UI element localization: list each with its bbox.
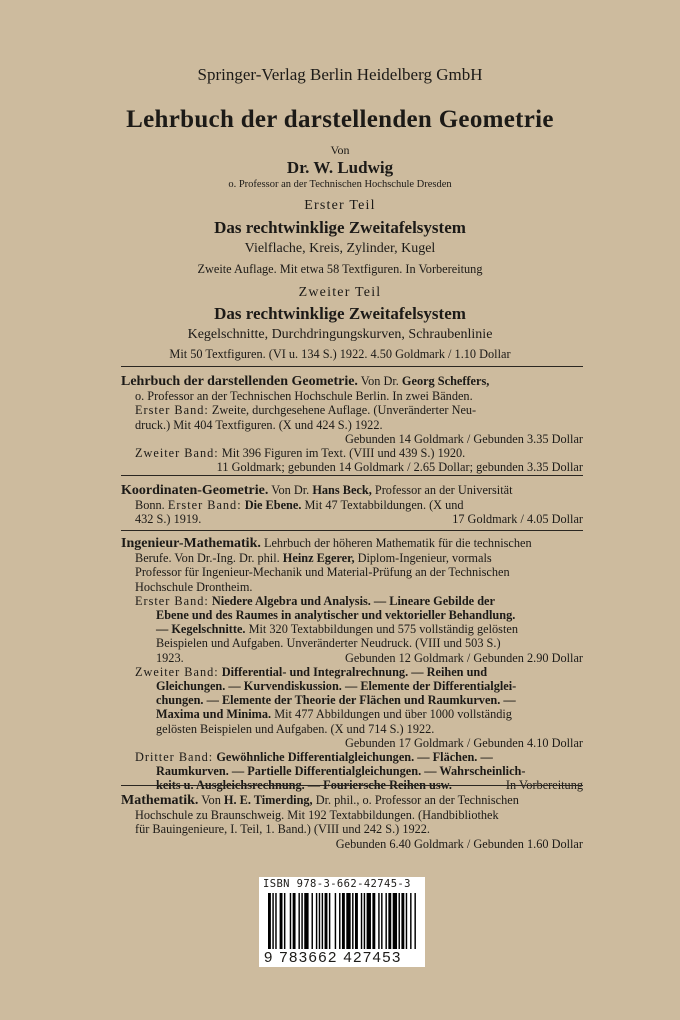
isbn-label: ISBN 978-3-662-42745-3 (263, 878, 411, 890)
barcode-bar (316, 893, 317, 949)
barcode-bar (298, 893, 299, 949)
barcode-bar (280, 893, 283, 949)
part2-subtitle: Kegelschnitte, Durchdringungskurven, Schraubenlinie (187, 327, 493, 342)
book2-entry: Lehrbuch der darstellenden Geometrie. Von Dr. Georg Scheffers, o. Professor an der Technischen Hochschule Berlin. In zwei Bänden. Erster Band: Zweite, durchgesehene Auflage. (Unveränderter Neu- druck.) Mit 404 Textfiguren. (X und 424 S.) 1922. Gebunden 14 Goldmark / Gebunden 3.35 Dollar Zweiter Band: Mit 396 Figuren im Text. (VIII und 439 S.) 1920. 11 Goldmark; gebunden 14 Goldmark / 2.65 Dollar; gebunden 3.35 Dollar (121, 374, 583, 475)
book5-entry: Mathematik. Von H. E. Timerding, Dr. phil., o. Professor an der Technischen Hochschule zu Braunschweig. Mit 192 Textabbildungen. (Handbibliothek für Bauingenieure, I. Teil, 1. Band.) (VIII und 242 S.) 1922. Gebunden 6.40 Goldmark / Gebunden 1.60 Dollar (121, 793, 583, 851)
barcode-bar (355, 893, 358, 949)
book3-title: Koordinaten-Geometrie. (121, 483, 269, 498)
barcode-bar (322, 893, 323, 949)
book2-price-2: 11 Goldmark; gebunden 14 Goldmark / 2.65 Dollar; gebunden 3.35 Dollar (216, 460, 583, 475)
book1-affiliation: o. Professor an der Technischen Hochschule Dresden (228, 179, 452, 190)
barcode-bar (339, 893, 340, 949)
barcode-bar (399, 893, 400, 949)
barcode-bars (268, 893, 420, 955)
part2-title: Das rechtwinklige Zweitafelsystem (214, 304, 466, 323)
barcode-bar (304, 893, 308, 949)
book1-author: Dr. W. Ludwig (286, 158, 394, 177)
book3-price: 17 Goldmark / 4.05 Dollar (452, 512, 583, 527)
barcode-bar (414, 893, 415, 949)
barcode-bar (335, 893, 336, 949)
barcode-bar (268, 893, 271, 949)
barcode-bar (388, 893, 391, 949)
book2-title: Lehrbuch der darstellenden Geometrie. (121, 374, 358, 389)
barcode-bar (301, 893, 302, 949)
barcode-bar (352, 893, 353, 949)
barcode-bar (293, 893, 296, 949)
book4-v1-price: Gebunden 12 Goldmark / Gebunden 2.90 Dollar (344, 650, 583, 665)
divider-rule (121, 530, 583, 531)
book5-author: H. E. Timerding, (223, 793, 313, 807)
book4-entry: Ingenieur-Mathematik. Lehrbuch der höheren Mathematik für die technischen Berufe. Von Dr.-Ing. Dr. phil. Heinz Egerer, Diplom-Ingenieur, vormals Professor für Ingenieur-Mechanik und Material-Prüfung an der Technischen Hochschule Drontheim. Erster Band: Niedere Algebra und Analysis. — Lineare Gebilde der Ebene und des Raumes in analytischer und vektorieller Behandlung. — Kegelschnitte. Mit 320 Textabbildungen und 575 vollständig gelösten Beispielen und Aufgaben. Unveränderter Neudruck. (VIII und 503 S.) 1923. Gebunden 12 Goldmark / Gebunden 2.90 Dollar Zweiter Band: Differential- und Integralrechnung. — Reihen und Gleichungen. — Kurvendiskussion. — Elemente der Differentialglei- chungen. — Elemente der Theorie der Flächen und Raumkurven. — Maxima und Minima. Mit 477 Abbildungen und über 1000 vollständig gelösten Beispielen und Aufgaben. (X und 714 S.) 1922. Gebunden 17 Goldmark / Gebunden 4.10 Dollar Dritter Band: Gewöhnliche Differentialgleichungen. — Flächen. — Raumkurven. — Partielle Differentialgleichungen. — Wahrscheinlich- keits u. Ausgleichsrechnung. — Fouriersche Reihen usw. In Vorbereitung (121, 536, 583, 793)
barcode-bar (361, 893, 362, 949)
barcode-bar (290, 893, 291, 949)
book1-title: Lehrbuch der darstellenden Geometrie (126, 106, 554, 133)
book4-author: Heinz Egerer, (282, 551, 355, 566)
barcode-bar (346, 893, 350, 949)
part1-note: Zweite Auflage. Mit etwa 58 Textfiguren. In Vorbereitung (197, 262, 483, 276)
part1-label: Erster Teil (304, 198, 376, 213)
barcode-bar (364, 893, 365, 949)
book5-price: Gebunden 6.40 Goldmark / Gebunden 1.60 Dollar (335, 836, 583, 851)
barcode-bar (406, 893, 407, 949)
barcode-bar (319, 893, 320, 949)
divider-rule (121, 475, 583, 476)
book3-author: Hans Beck, (312, 483, 372, 497)
barcode-bar (272, 893, 273, 949)
barcode-bar (325, 893, 328, 949)
barcode-bar (329, 893, 330, 949)
book2-price-1: Gebunden 14 Goldmark / Gebunden 3.35 Dollar (344, 431, 583, 446)
part1-subtitle: Vielflache, Kreis, Zylinder, Kugel (244, 241, 436, 256)
book5-title: Mathematik. (121, 793, 199, 808)
barcode-bar (275, 893, 276, 949)
divider-rule (121, 785, 583, 786)
barcode-bar (401, 893, 404, 949)
barcode-bar (312, 893, 313, 949)
ean-digits: 9 783662 427453 (264, 949, 402, 966)
book4-v2-price: Gebunden 17 Goldmark / Gebunden 4.10 Dollar (344, 735, 583, 750)
barcode-bar (393, 893, 397, 949)
part1-title: Das rechtwinklige Zweitafelsystem (214, 218, 466, 237)
book1-von: Von (330, 143, 350, 157)
part2-label: Zweiter Teil (298, 285, 382, 300)
barcode-bar (284, 893, 285, 949)
barcode-bar (381, 893, 382, 949)
barcode-bar (372, 893, 375, 949)
book4-title: Ingenieur-Mathematik. (121, 536, 261, 551)
divider-rule (121, 366, 583, 367)
part2-note: Mit 50 Textfiguren. (VI u. 134 S.) 1922. 4.50 Goldmark / 1.10 Dollar (169, 347, 511, 361)
publisher-name: Springer-Verlag Berlin Heidelberg GmbH (197, 65, 483, 84)
book3-entry: Koordinaten-Geometrie. Von Dr. Hans Beck, Professor an der Universität Bonn. Erster Band: Die Ebene. Mit 47 Textabbildungen. (X und 432 S.) 1919. 17 Goldmark / 4.05 Dollar (121, 483, 583, 527)
barcode-bar (378, 893, 379, 949)
book2-author: Georg Scheffers, (401, 374, 490, 388)
barcode-bar (342, 893, 345, 949)
barcode-bar (367, 893, 371, 949)
barcode-bar (410, 893, 411, 949)
barcode-bar (385, 893, 386, 949)
